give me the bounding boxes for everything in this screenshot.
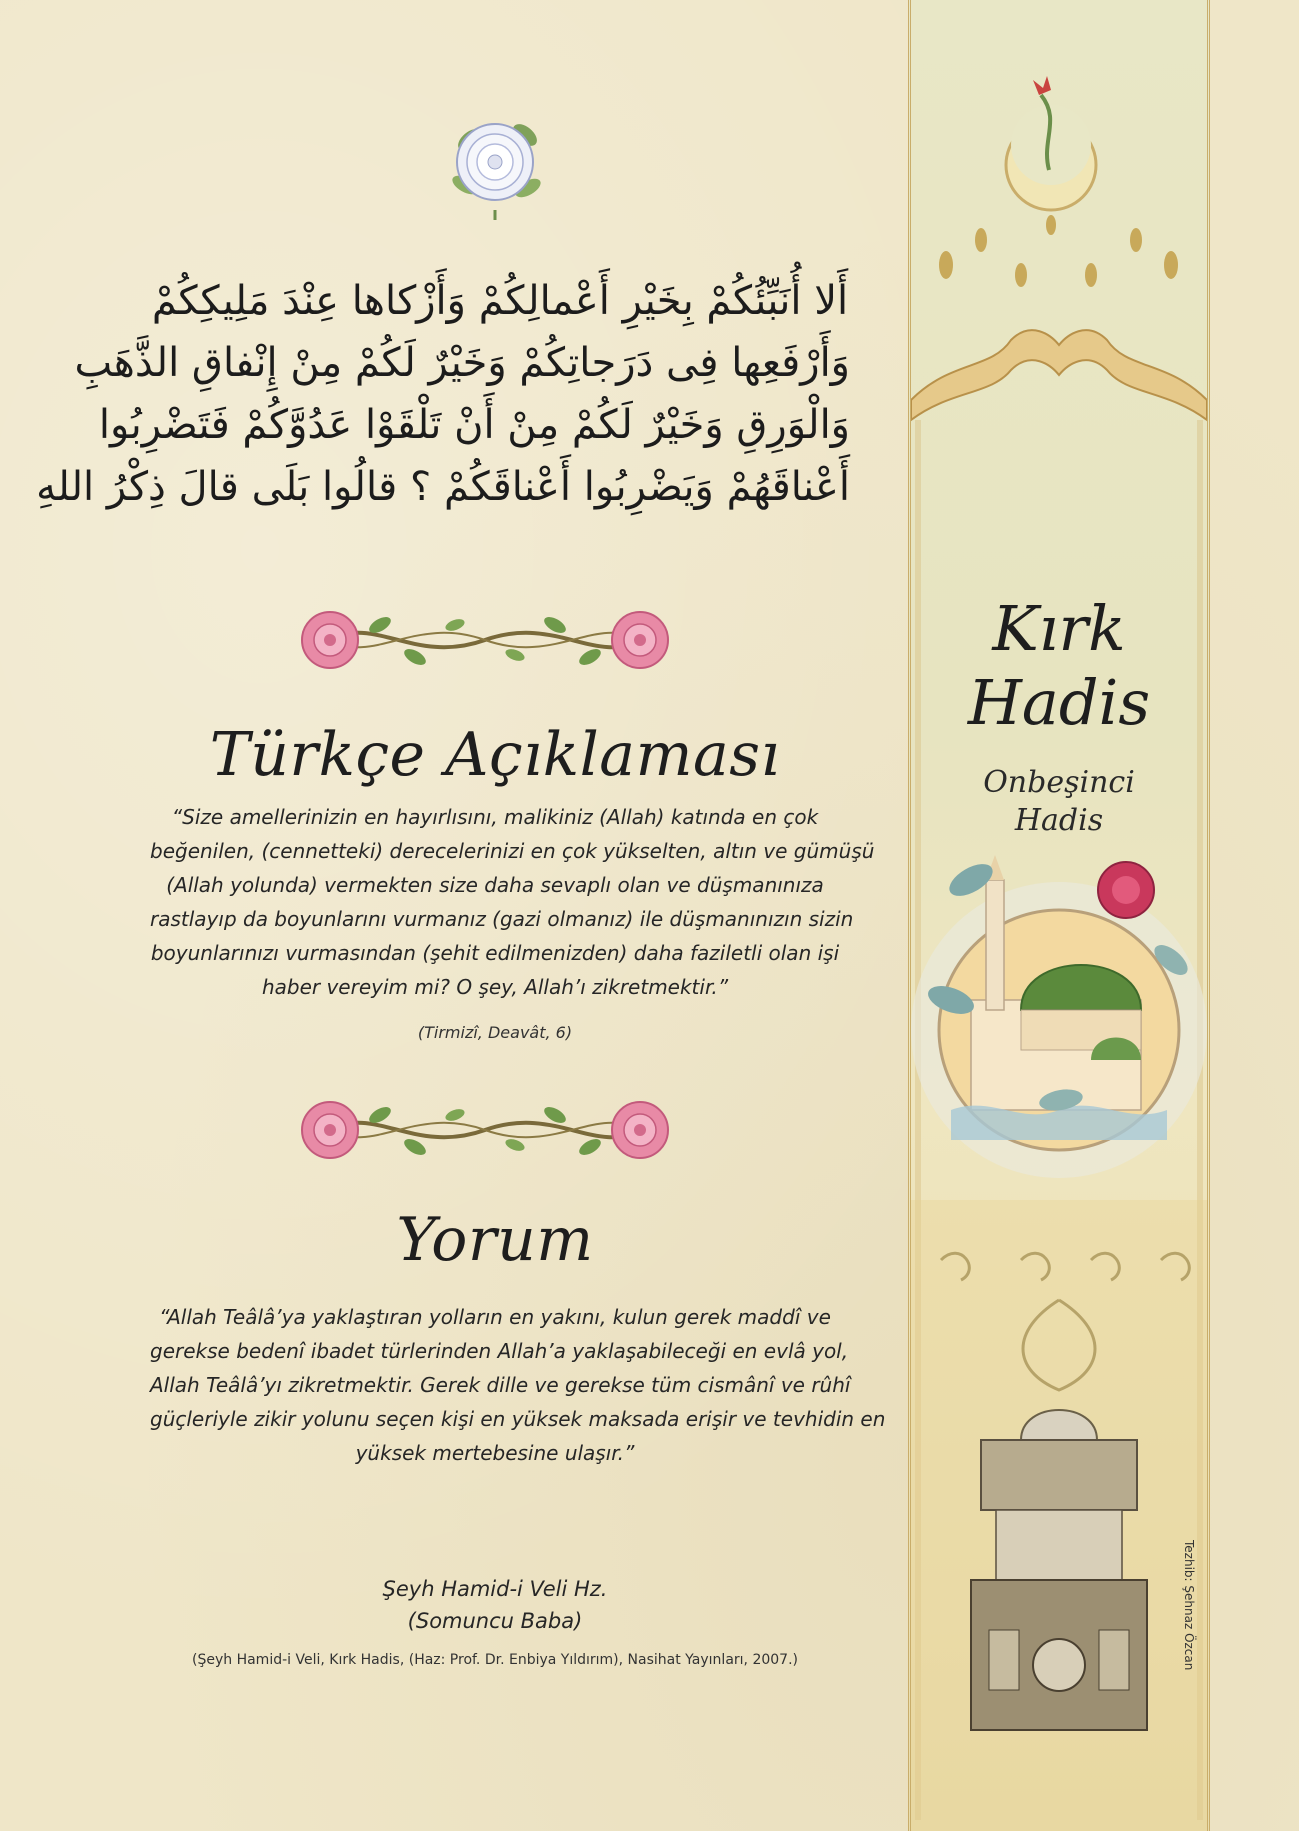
rose-vine-divider: [285, 1085, 685, 1175]
kirk-hadis-title: [908, 592, 1210, 740]
text-line: haber vereyim mi? O şey, Allah’ı zikretmektir.”: [261, 975, 729, 999]
text-line: “Allah Teâlâ’ya yaklaştıran yolların en yakını, kulun gerek maddî ve: [159, 1305, 831, 1329]
hadith-number: [908, 764, 1210, 840]
title-line: Hadis: [967, 666, 1151, 739]
subtitle-line: Hadis: [1014, 803, 1104, 838]
title-line: Kırk: [992, 592, 1126, 665]
white-flower-ornament: [440, 100, 550, 220]
illumination-credit: Tezhib: Şehnaz Özcan: [1182, 1540, 1196, 1671]
hadith-source: (Tirmizî, Deavât, 6): [417, 1023, 573, 1042]
arabic-line: أَعْناقَهُمْ وَيَضْرِبُوا أَعْناقَكُمْ ؟ قالُوا بَلَى قالَ ذِكْرُ اللهِ: [36, 464, 850, 510]
text-line: Allah Teâlâ’yı zikretmektir. Gerek dille ve gerekse tüm cismânî ve rûhî: [150, 1373, 851, 1397]
turkce-explanation: [150, 800, 875, 1004]
illuminated-side-panel: [908, 0, 1210, 1831]
citation: (Şeyh Hamid-i Veli, Kırk Hadis, (Haz: Prof. Dr. Enbiya Yıldırım), Nasihat Yayınları, 2007.): [192, 1652, 798, 1668]
text-line: beğenilen, (cennetteki) derecelerinizi en çok yükselten, altın ve gümüşü: [150, 839, 875, 863]
yorum-text: [150, 1300, 886, 1470]
subtitle-line: Onbeşinci: [983, 765, 1135, 800]
illumination-artwork: [911, 0, 1207, 1831]
author: [150, 1573, 840, 1637]
arabic-line: وَالْوَرِقِ وَخَيْرٌ لَكُمْ مِنْ أَنْ تَلْقَوْا عَدُوَّكُمْ فَتَضْرِبُوا: [98, 402, 850, 448]
text-line: gerekse bedenî ibadet türlerinden Allah’a yaklaşabileceği en evlâ yol,: [150, 1339, 849, 1363]
arabic-line: وَأَرْفَعِها فِى دَرَجاتِكُمْ وَخَيْرٌ لَكُمْ مِنْ إِنْفاقِ الذَّهَبِ: [74, 340, 850, 386]
text-line: “Size amellerinizin en hayırlısını, malikiniz (Allah) katında en çok: [171, 805, 819, 829]
arabic-line: أَلا أُنَبِّئُكُمْ بِخَيْرِ أَعْمالِكُمْ وَأَزْكاها عِنْدَ مَلِيكِكُمْ: [151, 278, 849, 324]
author-name: Şeyh Hamid-i Veli Hz.: [382, 1577, 608, 1601]
turkce-heading: Türkçe Açıklaması: [209, 720, 781, 790]
yorum-heading: Yorum: [396, 1205, 594, 1275]
rose-vine-divider: [285, 595, 685, 685]
text-line: (Allah yolunda) vermekten size daha sevaplı olan ve düşmanınıza: [166, 873, 824, 897]
author-alias: (Somuncu Baba): [407, 1609, 583, 1633]
text-line: rastlayıp da boyunlarını vurmanız (gazi olmanız) ile düşmanınızın sizin: [150, 907, 854, 931]
arabic-hadith-text: [36, 270, 850, 518]
text-line: güçleriyle zikir yolunu seçen kişi en yüksek maksada erişir ve tevhidin en: [150, 1407, 886, 1431]
text-line: boyunlarınızı vurmasından (şehit edilmenizden) daha faziletli olan işi: [150, 941, 840, 965]
text-line: yüksek mertebesine ulaşır.”: [355, 1441, 635, 1465]
